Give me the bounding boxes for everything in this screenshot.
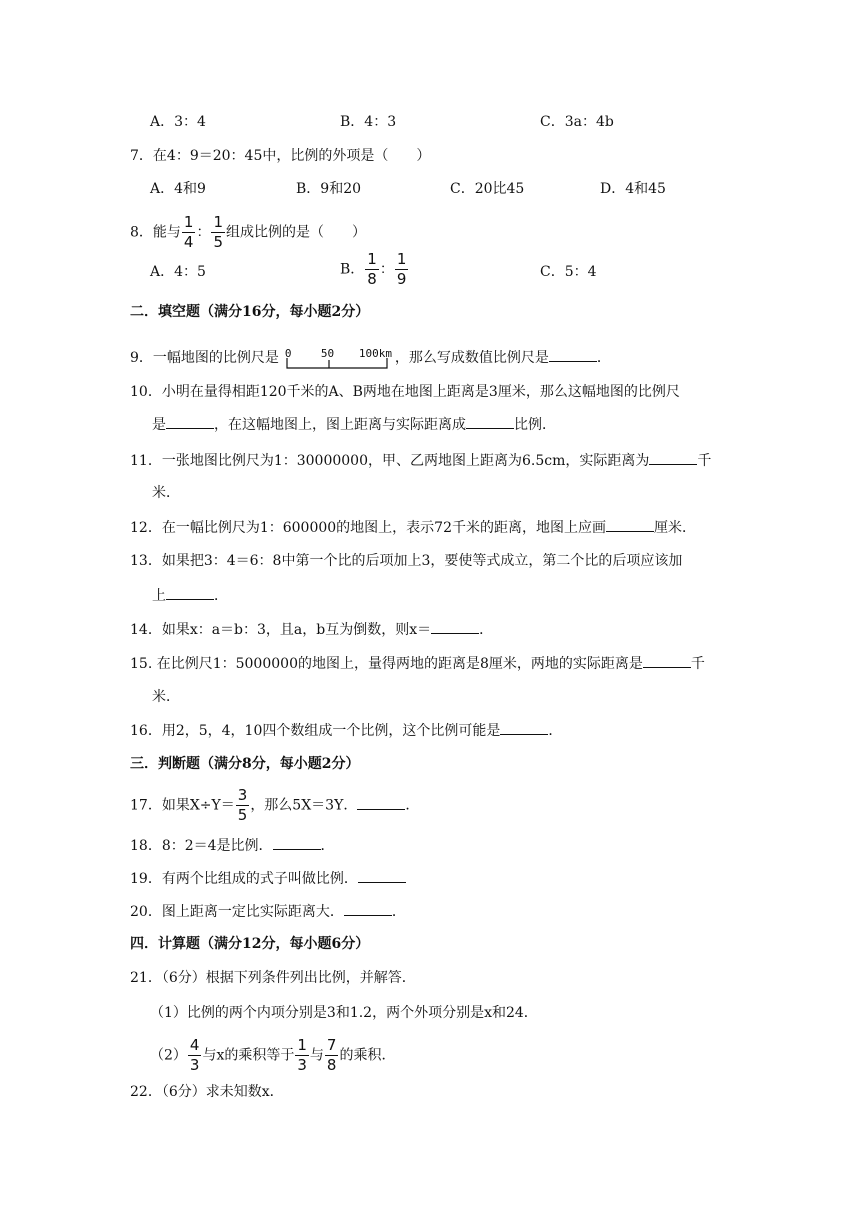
scale-ruler-icon: [283, 346, 391, 370]
section-3-heading: 三．判断题（满分8分，每小题2分）: [130, 756, 360, 772]
answer-blank[interactable]: [166, 585, 214, 600]
fraction: $\frac{1}{3}$: [297, 1036, 307, 1074]
q7-option-c: C．20比45: [450, 181, 525, 197]
q8-option-a: A．4：5: [150, 264, 206, 280]
fraction: $\frac{1}{5}$: [213, 213, 224, 251]
q8-option-b: B． $\frac{1}{8}$ ： $\frac{1}{9}$: [340, 250, 407, 288]
question-20: 20．图上距离一定比实际距离大． ．: [130, 901, 406, 922]
scale-bar: [283, 346, 391, 370]
answer-blank[interactable]: [358, 868, 406, 883]
question-10: 10．小明在量得相距120千米的A、B两地在地图上距离是3厘米，那么这幅地图的比例尺: [130, 384, 680, 400]
question-stem: 在4：9＝20：45中，比例的外项是（ ）: [152, 148, 431, 164]
scale-label: 100km: [358, 347, 393, 360]
q6-option-a: A．3：4: [150, 114, 206, 130]
colon: ：: [196, 224, 211, 241]
question-18: 18．8：2＝4是比例． ．: [130, 835, 335, 856]
q7-option-d: D．4和45: [600, 181, 666, 197]
stem-part: 能与: [152, 224, 181, 241]
answer-blank[interactable]: [273, 835, 321, 850]
answer-blank[interactable]: [643, 653, 691, 668]
question-14: 14．如果x：a＝b：3，且a，b互为倒数，则x＝ ．: [130, 619, 493, 640]
q7-option-a: A．4和9: [150, 181, 206, 197]
question-number: 8．: [130, 224, 153, 241]
q6-option-b: B．4：3: [340, 114, 397, 130]
q7-option-b: B．9和20: [296, 181, 362, 197]
question-13: 13．如果把3：4＝6：8中第一个比的后项加上3，要使等式成立，第二个比的后项应该加: [130, 553, 683, 569]
question-19: 19．有两个比组成的式子叫做比例．: [130, 868, 406, 889]
scale-label: 0: [284, 347, 292, 360]
fraction: $\frac{3}{5}$: [237, 786, 248, 824]
question-10-cont: 是 ，在这幅地图上，图上距离与实际距离成 比例．: [152, 414, 556, 435]
question-16: 16．用2，5，4，10四个数组成一个比例，这个比例可能是 ．: [130, 720, 562, 741]
q8-option-c: C．5：4: [540, 264, 597, 280]
question-12: 12．在一幅比例尺为1：600000的地图上，表示72千米的距离，地图上应画 厘米．: [130, 517, 696, 538]
question-15: 15. 在比例尺1：5000000的地图上，量得两地的距离是8厘米，两地的实际距离是 千: [130, 653, 705, 674]
fraction: $\frac{7}{8}$: [326, 1036, 337, 1074]
question-22: 22．（6分）求未知数x．: [130, 1084, 284, 1100]
q6-option-c: C．3a：4b: [540, 114, 614, 130]
stem-part: 组成比例的是（ ）: [226, 224, 367, 241]
question-21-part-1: （1）比例的两个内项分别是3和1.2，两个外项分别是x和24．: [150, 1005, 538, 1021]
question-9: 9．一幅地图的比例尺是 0 50 100km ，那么写成数值比例尺是 ．: [130, 346, 611, 370]
question-13-cont: 上 ．: [152, 585, 228, 606]
question-11: 11．一张地图比例尺为1：30000000，甲、乙两地图上距离为6.5cm，实际距离为 千: [130, 450, 711, 471]
question-7: [130, 146, 430, 166]
fraction: $\frac{4}{3}$: [189, 1036, 200, 1074]
question-17: 17．如果X÷Y＝ $\frac{3}{5}$ ，那么5X＝3Y． ．: [130, 786, 420, 824]
section-2-heading: 二．填空题（满分16分，每小题2分）: [130, 304, 370, 320]
question-21-part-2: （2） $\frac{4}{3}$ 与x的乘积等于 $\frac{1}{3}$ 与 $\frac{7}{8}$ 的乘积．: [150, 1036, 396, 1074]
answer-blank[interactable]: [431, 619, 479, 634]
question-11-cont: 米．: [152, 485, 180, 501]
answer-blank[interactable]: [500, 720, 548, 735]
answer-blank[interactable]: [466, 414, 514, 429]
stem-part: ，那么写成数值比例尺是: [394, 350, 549, 366]
answer-blank[interactable]: [649, 450, 697, 465]
fraction: $\frac{1}{4}$: [183, 213, 194, 251]
section-4-heading: 四．计算题（满分12分，每小题6分）: [130, 936, 370, 952]
question-21: 21．（6分）根据下列条件列出比例，并解答．: [130, 970, 416, 986]
stem-part: 9．一幅地图的比例尺是: [130, 350, 279, 366]
answer-blank[interactable]: [357, 795, 405, 810]
answer-blank[interactable]: [166, 414, 214, 429]
answer-blank[interactable]: [344, 901, 392, 916]
question-number: 7．: [130, 148, 153, 164]
question-15-cont: 米．: [152, 689, 180, 705]
scale-label: 50: [320, 347, 335, 360]
question-8: [130, 215, 366, 250]
answer-blank[interactable]: [549, 347, 597, 362]
answer-blank[interactable]: [606, 517, 654, 532]
